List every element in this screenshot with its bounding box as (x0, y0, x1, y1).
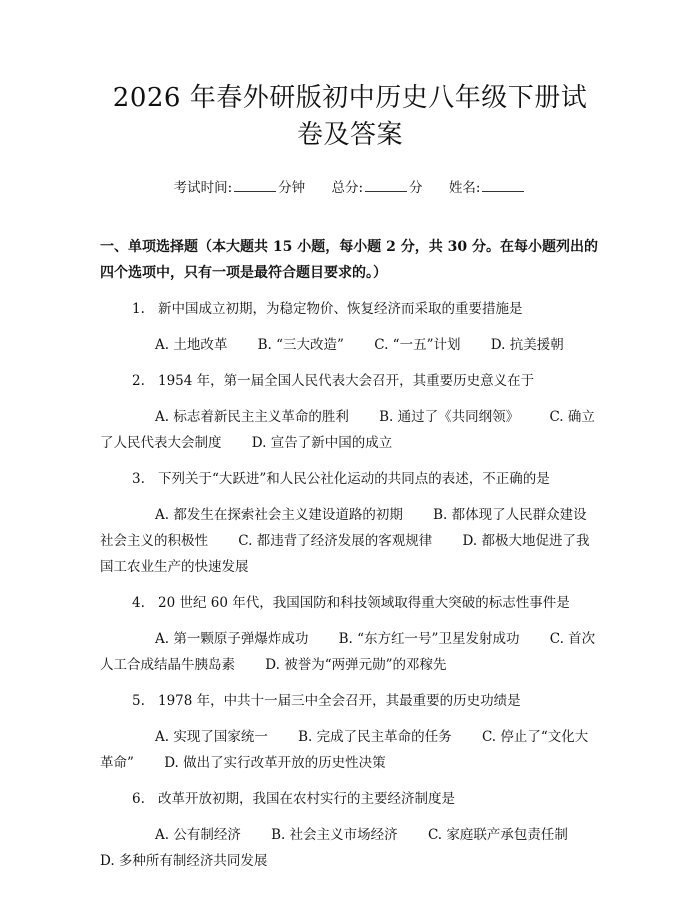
score-blank[interactable] (365, 179, 407, 192)
option-d[interactable]: D. 做出了实行改革开放的历史性决策 (164, 755, 386, 771)
option-b[interactable]: B. 通过了《共同纲领》 (379, 409, 520, 425)
page-title: 2026 年春外研版初中历史八年级下册试卷及答案 (112, 83, 588, 150)
option-a[interactable]: A. 标志着新民主主义革命的胜利 (155, 409, 349, 425)
question-text: 1954 年，第一届全国人民代表大会召开，其重要历史意义在于 (158, 373, 535, 389)
question-options (100, 404, 600, 456)
question-number: 1. (132, 301, 145, 317)
score-unit: 分 (409, 180, 423, 196)
option-c[interactable]: C. 家庭联产承包责任制 (427, 827, 568, 843)
time-blank[interactable] (234, 179, 276, 192)
option-c[interactable]: C. 确立了人民代表大会制度 (100, 409, 595, 451)
question-number: 3. (132, 471, 145, 487)
question-item (100, 466, 600, 580)
question-number: 2. (132, 373, 145, 389)
question-text: 下列关于“大跃进”和人民公社化运动的共同点的表述，不正确的是 (158, 471, 550, 487)
question-stem (100, 296, 600, 322)
option-a[interactable]: A. 实现了国家统一 (155, 729, 268, 745)
question-options (100, 332, 600, 358)
question-item (100, 590, 600, 678)
score-label: 总分: (331, 180, 364, 196)
question-options (100, 822, 600, 874)
option-d[interactable]: D. 都极大地促进了我国工农业生产的快速发展 (100, 533, 590, 575)
question-number: 5. (132, 693, 145, 709)
option-b[interactable]: B. 都体现了人民群众建设社会主义的积极性 (100, 507, 587, 549)
question-options (100, 724, 600, 776)
name-field (449, 176, 527, 196)
option-c[interactable]: C. 都违背了经济发展的客观规律 (238, 533, 433, 549)
option-b[interactable]: B. 完成了民主革命的任务 (298, 729, 452, 745)
section-heading: 一、单项选择题（本大题共 15 小题，每小题 2 分，共 30 分。在每小题列出的四个选项中，只有一项是最符合题目要求的。） (100, 239, 598, 281)
option-c[interactable]: C. “一五”计划 (374, 337, 461, 353)
time-unit: 分钟 (278, 180, 306, 196)
option-c[interactable]: C. 首次人工合成结晶牛胰岛素 (100, 631, 596, 673)
score-field (331, 176, 422, 196)
option-b[interactable]: B. “三大改造” (257, 337, 344, 353)
question-item (100, 368, 600, 456)
option-a[interactable]: A. 都发生在探索社会主义建设道路的初期 (155, 507, 403, 523)
option-a[interactable]: A. 公有制经济 (155, 827, 241, 843)
question-number: 4. (132, 595, 145, 611)
time-label: 考试时间: (173, 180, 233, 196)
question-options (100, 502, 600, 580)
option-b[interactable]: B. 社会主义市场经济 (271, 827, 398, 843)
exam-meta (100, 176, 600, 196)
option-d[interactable]: D. 宣告了新中国的成立 (251, 435, 393, 451)
option-d[interactable]: D. 多种所有制经济共同发展 (100, 853, 268, 869)
option-d[interactable]: D. 抗美援朝 (490, 337, 564, 353)
question-text: 新中国成立初期，为稳定物价、恢复经济而采取的重要措施是 (158, 301, 523, 317)
question-item (100, 296, 600, 358)
option-b[interactable]: B. “东方红一号”卫星发射成功 (338, 631, 520, 647)
question-list (100, 296, 600, 874)
option-a[interactable]: A. 第一颗原子弹爆炸成功 (155, 631, 309, 647)
question-stem (100, 786, 600, 812)
question-item (100, 688, 600, 776)
question-stem (100, 466, 600, 492)
question-stem (100, 368, 600, 394)
question-text: 1978 年，中共十一届三中全会召开，其最重要的历史功绩是 (158, 693, 521, 709)
name-label: 姓名: (448, 180, 481, 196)
question-text: 20 世纪 60 年代，我国国防和科技领域取得重大突破的标志性事件是 (158, 595, 570, 611)
name-blank[interactable] (482, 179, 524, 192)
question-item (100, 786, 600, 874)
option-c[interactable]: C. 停止了“文化大革命” (100, 729, 589, 771)
question-text: 改革开放初期，我国在农村实行的主要经济制度是 (158, 791, 455, 807)
option-a[interactable]: A. 土地改革 (155, 337, 228, 353)
question-stem (100, 590, 600, 616)
question-stem (100, 688, 600, 714)
option-d[interactable]: D. 被誉为“两弹元勋”的邓稼先 (265, 657, 447, 673)
time-field (174, 176, 306, 196)
question-number: 6. (132, 791, 145, 807)
question-options (100, 626, 600, 678)
